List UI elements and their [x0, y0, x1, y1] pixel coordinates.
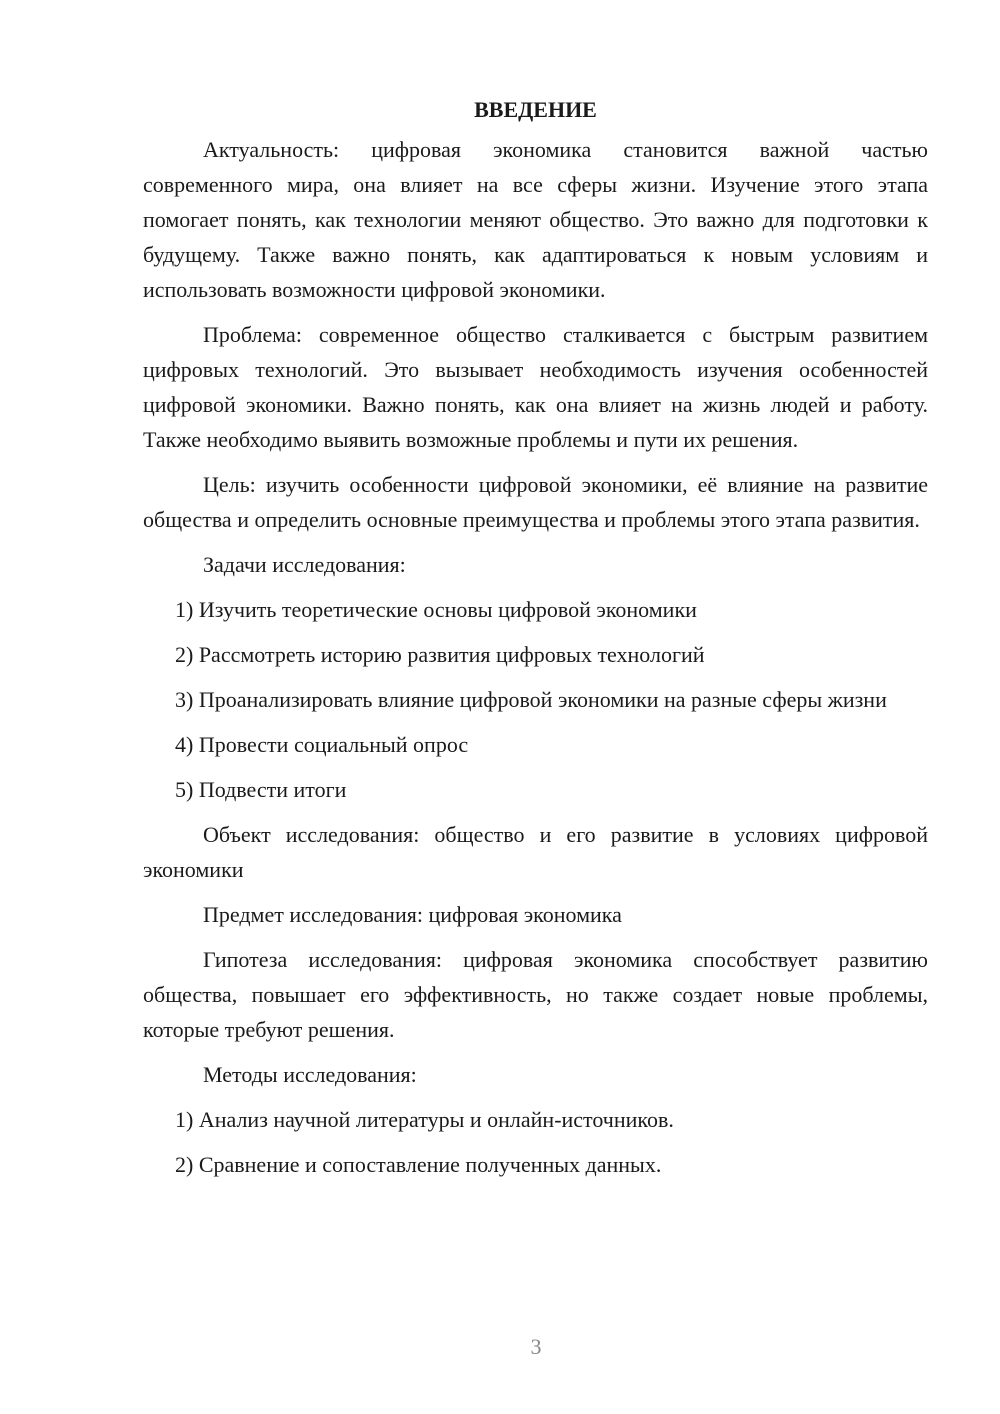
method-item-1: 1) Анализ научной литературы и онлайн-источников. — [175, 1107, 674, 1132]
goal-paragraph: Цель: изучить особенности цифровой экономики, её влияние на развитие общества и определить основные преимущества и проблемы этого этапа развития. — [143, 472, 928, 532]
object-paragraph: Объект исследования: общество и его развитие в условиях цифровой экономики — [143, 822, 928, 882]
tasks-heading: Задачи исследования: — [203, 552, 406, 577]
relevance-paragraph: Актуальность: цифровая экономика становится важной частью современного мира, она влияет на все сферы жизни. Изучение этого этапа помогает понять, как технологии меняют общество. Это важно для подготовки к будущему. Также важно понять, как адаптироваться к новым условиям и использовать возможности цифровой экономики. — [143, 137, 928, 302]
task-item-3: 3) Проанализировать влияние цифровой экономики на разные сферы жизни — [175, 687, 887, 712]
task-item-2: 2) Рассмотреть историю развития цифровых технологий — [175, 642, 705, 667]
page-number: 3 — [530, 1334, 542, 1359]
subject-paragraph: Предмет исследования: цифровая экономика — [203, 902, 622, 927]
problem-paragraph: Проблема: современное общество сталкивается с быстрым развитием цифровых технологий. Это вызывает необходимость изучения особенностей цифровой экономики. Важно понять, как она влияет на жизнь людей и работу. Также необходимо выявить возможные проблемы и пути их решения. — [143, 322, 928, 452]
task-item-5: 5) Подвести итоги — [175, 777, 347, 802]
section-title: ВВЕДЕНИЕ — [474, 97, 597, 122]
task-item-1: 1) Изучить теоретические основы цифровой экономики — [175, 597, 697, 622]
methods-heading: Методы исследования: — [203, 1062, 417, 1087]
method-item-2: 2) Сравнение и сопоставление полученных данных. — [175, 1152, 662, 1177]
page-content — [143, 92, 928, 1192]
task-item-4: 4) Провести социальный опрос — [175, 732, 469, 757]
hypothesis-paragraph: Гипотеза исследования: цифровая экономика способствует развитию общества, повышает его эффективность, но также создает новые проблемы, которые требуют решения. — [143, 947, 928, 1042]
